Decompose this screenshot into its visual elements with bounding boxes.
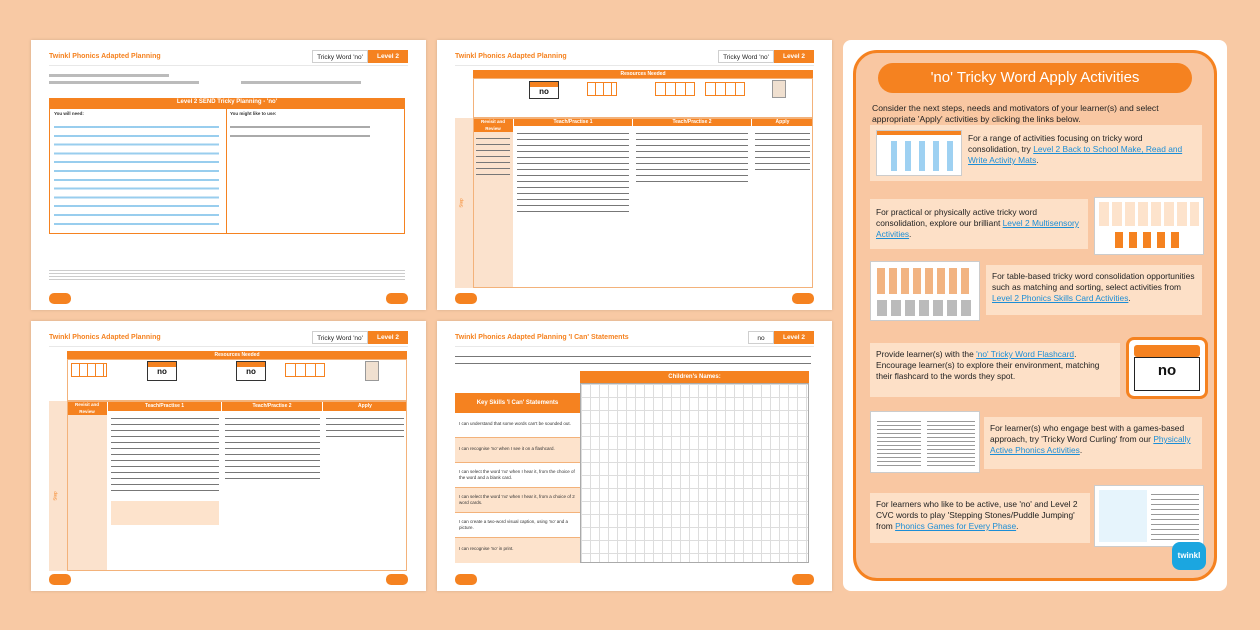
skills-cards-thumb[interactable] xyxy=(870,261,980,321)
col-teach2: Teach/Practise 2 xyxy=(222,401,322,411)
level-badge: Level 2 xyxy=(368,331,408,344)
table-border xyxy=(473,118,813,288)
twinkl-phonics-logo xyxy=(792,293,814,304)
pdf-thumb xyxy=(772,80,786,98)
checklist-grid xyxy=(580,383,809,563)
twinkl-logo xyxy=(455,293,477,304)
objectives-text-line xyxy=(49,81,199,84)
i-can-statement: I can select the word 'no' when I hear it, from a choice of 2 word cards. xyxy=(455,488,580,513)
level-badge: Level 2 xyxy=(368,50,408,63)
apply-activities-frame xyxy=(853,50,1217,581)
tricky-word-tag: no xyxy=(748,331,774,344)
cards-thumb xyxy=(655,82,695,96)
i-can-statement: I can select the word 'no' when I hear it, from the choice of the word and a blank card. xyxy=(455,463,580,488)
activity-link-5[interactable]: Physically Active Phonics Activities xyxy=(990,434,1191,455)
objectives-text-line xyxy=(241,81,361,84)
children-names-header: Children's Names: xyxy=(580,371,809,383)
multisensory-thumb[interactable] xyxy=(1094,197,1204,255)
i-can-statement: I can recognise 'no' in print. xyxy=(455,538,580,563)
resources-row xyxy=(473,78,813,118)
step-label: Step xyxy=(458,198,464,208)
intro-text xyxy=(455,353,811,365)
activity-mats-thumb[interactable] xyxy=(876,130,962,176)
activity-link-1[interactable]: Level 2 Back to School Make, Read and Write Activity Mats xyxy=(968,144,1183,165)
phonics-games-thumb[interactable] xyxy=(1094,485,1204,547)
activity-text-3: For table-based tricky word consolidation opportunities such as matching and sorting, select activities from Level 2 Phonics Skills Card Activities. xyxy=(992,271,1195,303)
cards-thumb xyxy=(705,82,745,96)
table-header: Level 2 SEND Tricky Planning - 'no' xyxy=(49,98,405,108)
tricky-word-tag: Tricky Word 'no' xyxy=(312,331,368,344)
col-teach1: Teach/Practise 1 xyxy=(108,401,221,411)
col-teach2: Teach/Practise 2 xyxy=(633,118,751,126)
no-flashcard-thumb-2: no xyxy=(236,361,266,381)
you-will-need-label: You will need: xyxy=(54,111,84,116)
level-badge: Level 2 xyxy=(774,50,814,63)
level-badge: Level 2 xyxy=(774,331,814,344)
objectives-text-line xyxy=(49,74,169,77)
twinkl-logo-badge: twinkl xyxy=(1172,542,1206,570)
activity-link-2[interactable]: Level 2 Multisensory Activities xyxy=(876,218,1079,239)
page-header xyxy=(455,50,814,66)
col-revisit: Revisit and Review xyxy=(473,118,513,132)
twinkl-logo xyxy=(49,293,71,304)
planning-page-steps xyxy=(437,40,832,310)
page-header xyxy=(49,50,408,66)
page-title: Twinkl Phonics Adapted Planning xyxy=(49,334,161,341)
step-strip xyxy=(49,401,67,571)
page-title: Twinkl Phonics Adapted Planning 'I Can' Statements xyxy=(455,334,629,341)
i-can-statements-page xyxy=(437,321,832,591)
i-can-statement: I can understand that some words can't be sounded out. xyxy=(455,413,580,438)
i-can-statement: I can create a two-word visual caption, using 'no' and a picture. xyxy=(455,513,580,538)
planning-page-overview xyxy=(31,40,426,310)
you-might-like-label: You might like to use: xyxy=(230,111,277,116)
activity-text-4: Provide learner(s) with the 'no' Tricky Word Flashcard. Encourage learner(s) to explore their environment, matching their flashcard to the words they spot. xyxy=(876,349,1100,381)
pdf-thumb xyxy=(365,361,379,381)
i-can-statement: I can recognise 'no' when I see it on a flashcard. xyxy=(455,438,580,463)
col-revisit: Revisit and Review xyxy=(67,401,107,415)
key-skills-header: Key Skills 'I Can' Statements xyxy=(455,393,580,413)
apply-activities-page xyxy=(843,40,1227,591)
activity-text-6: For learners who like to be active, use 'no' and Level 2 CVC words to play 'Stepping Stones/Puddle Jumping' from Phonics Games for Every Phase. xyxy=(876,499,1078,531)
planning-page-steps-2 xyxy=(31,321,426,591)
no-flashcard[interactable] xyxy=(1126,337,1208,399)
page-title: Twinkl Phonics Adapted Planning xyxy=(49,53,161,60)
twinkl-phonics-logo xyxy=(386,293,408,304)
panel-intro: Consider the next steps, needs and motivators of your learner(s) and select appropriate 'Apply' activities by clicking the links below. xyxy=(872,103,1159,124)
cards-thumb xyxy=(285,363,325,377)
twinkl-logo xyxy=(49,574,71,585)
twinkl-phonics-logo xyxy=(386,574,408,585)
tricky-word-tag: Tricky Word 'no' xyxy=(718,50,774,63)
activity-text-5: For learner(s) who engage best with a games-based approach, try 'Tricky Word Curling' from our Physically Active Phonics Activities. xyxy=(990,423,1191,455)
twinkl-phonics-logo xyxy=(792,574,814,585)
page-header xyxy=(49,331,408,347)
resource-table xyxy=(49,108,405,234)
resource-notes xyxy=(230,121,370,143)
col-teach1: Teach/Practise 1 xyxy=(514,118,632,126)
activity-text-1: For a range of activities focusing on tricky word consolidation, try Level 2 Back to School Make, Read and Write Activity Mats. xyxy=(968,133,1183,165)
activity-text-2: For practical or physically active tricky word consolidation, explore our brilliant Level 2 Multisensory Activities. xyxy=(876,207,1079,239)
footnote-text xyxy=(49,268,405,282)
twinkl-logo xyxy=(455,574,477,585)
col-apply: Apply xyxy=(752,118,813,126)
resources-header: Resources Needed xyxy=(67,351,407,359)
cards-thumb xyxy=(587,82,617,96)
resources-header: Resources Needed xyxy=(473,70,813,78)
no-flashcard-thumb: no xyxy=(147,361,177,381)
col-apply: Apply xyxy=(323,401,407,411)
table-border xyxy=(67,401,407,571)
activity-link-3[interactable]: Level 2 Phonics Skills Card Activities xyxy=(992,293,1129,303)
statements-column xyxy=(455,413,580,563)
page-title: Twinkl Phonics Adapted Planning xyxy=(455,53,567,60)
step-label: Step xyxy=(52,491,58,501)
activity-link-4[interactable]: 'no' Tricky Word Flashcard xyxy=(976,349,1075,359)
tricky-word-tag: Tricky Word 'no' xyxy=(312,50,368,63)
activity-link-6[interactable]: Phonics Games for Every Phase xyxy=(895,521,1017,531)
panel-title: 'no' Tricky Word Apply Activities xyxy=(878,63,1192,93)
tricky-word-curling-thumb[interactable] xyxy=(870,411,980,473)
table-divider xyxy=(226,109,227,233)
cards-thumb xyxy=(71,363,107,377)
no-flashcard-thumb: no xyxy=(529,81,559,99)
page-header xyxy=(455,331,814,347)
resource-links xyxy=(54,121,219,229)
flashcard-word: no xyxy=(1134,357,1200,391)
